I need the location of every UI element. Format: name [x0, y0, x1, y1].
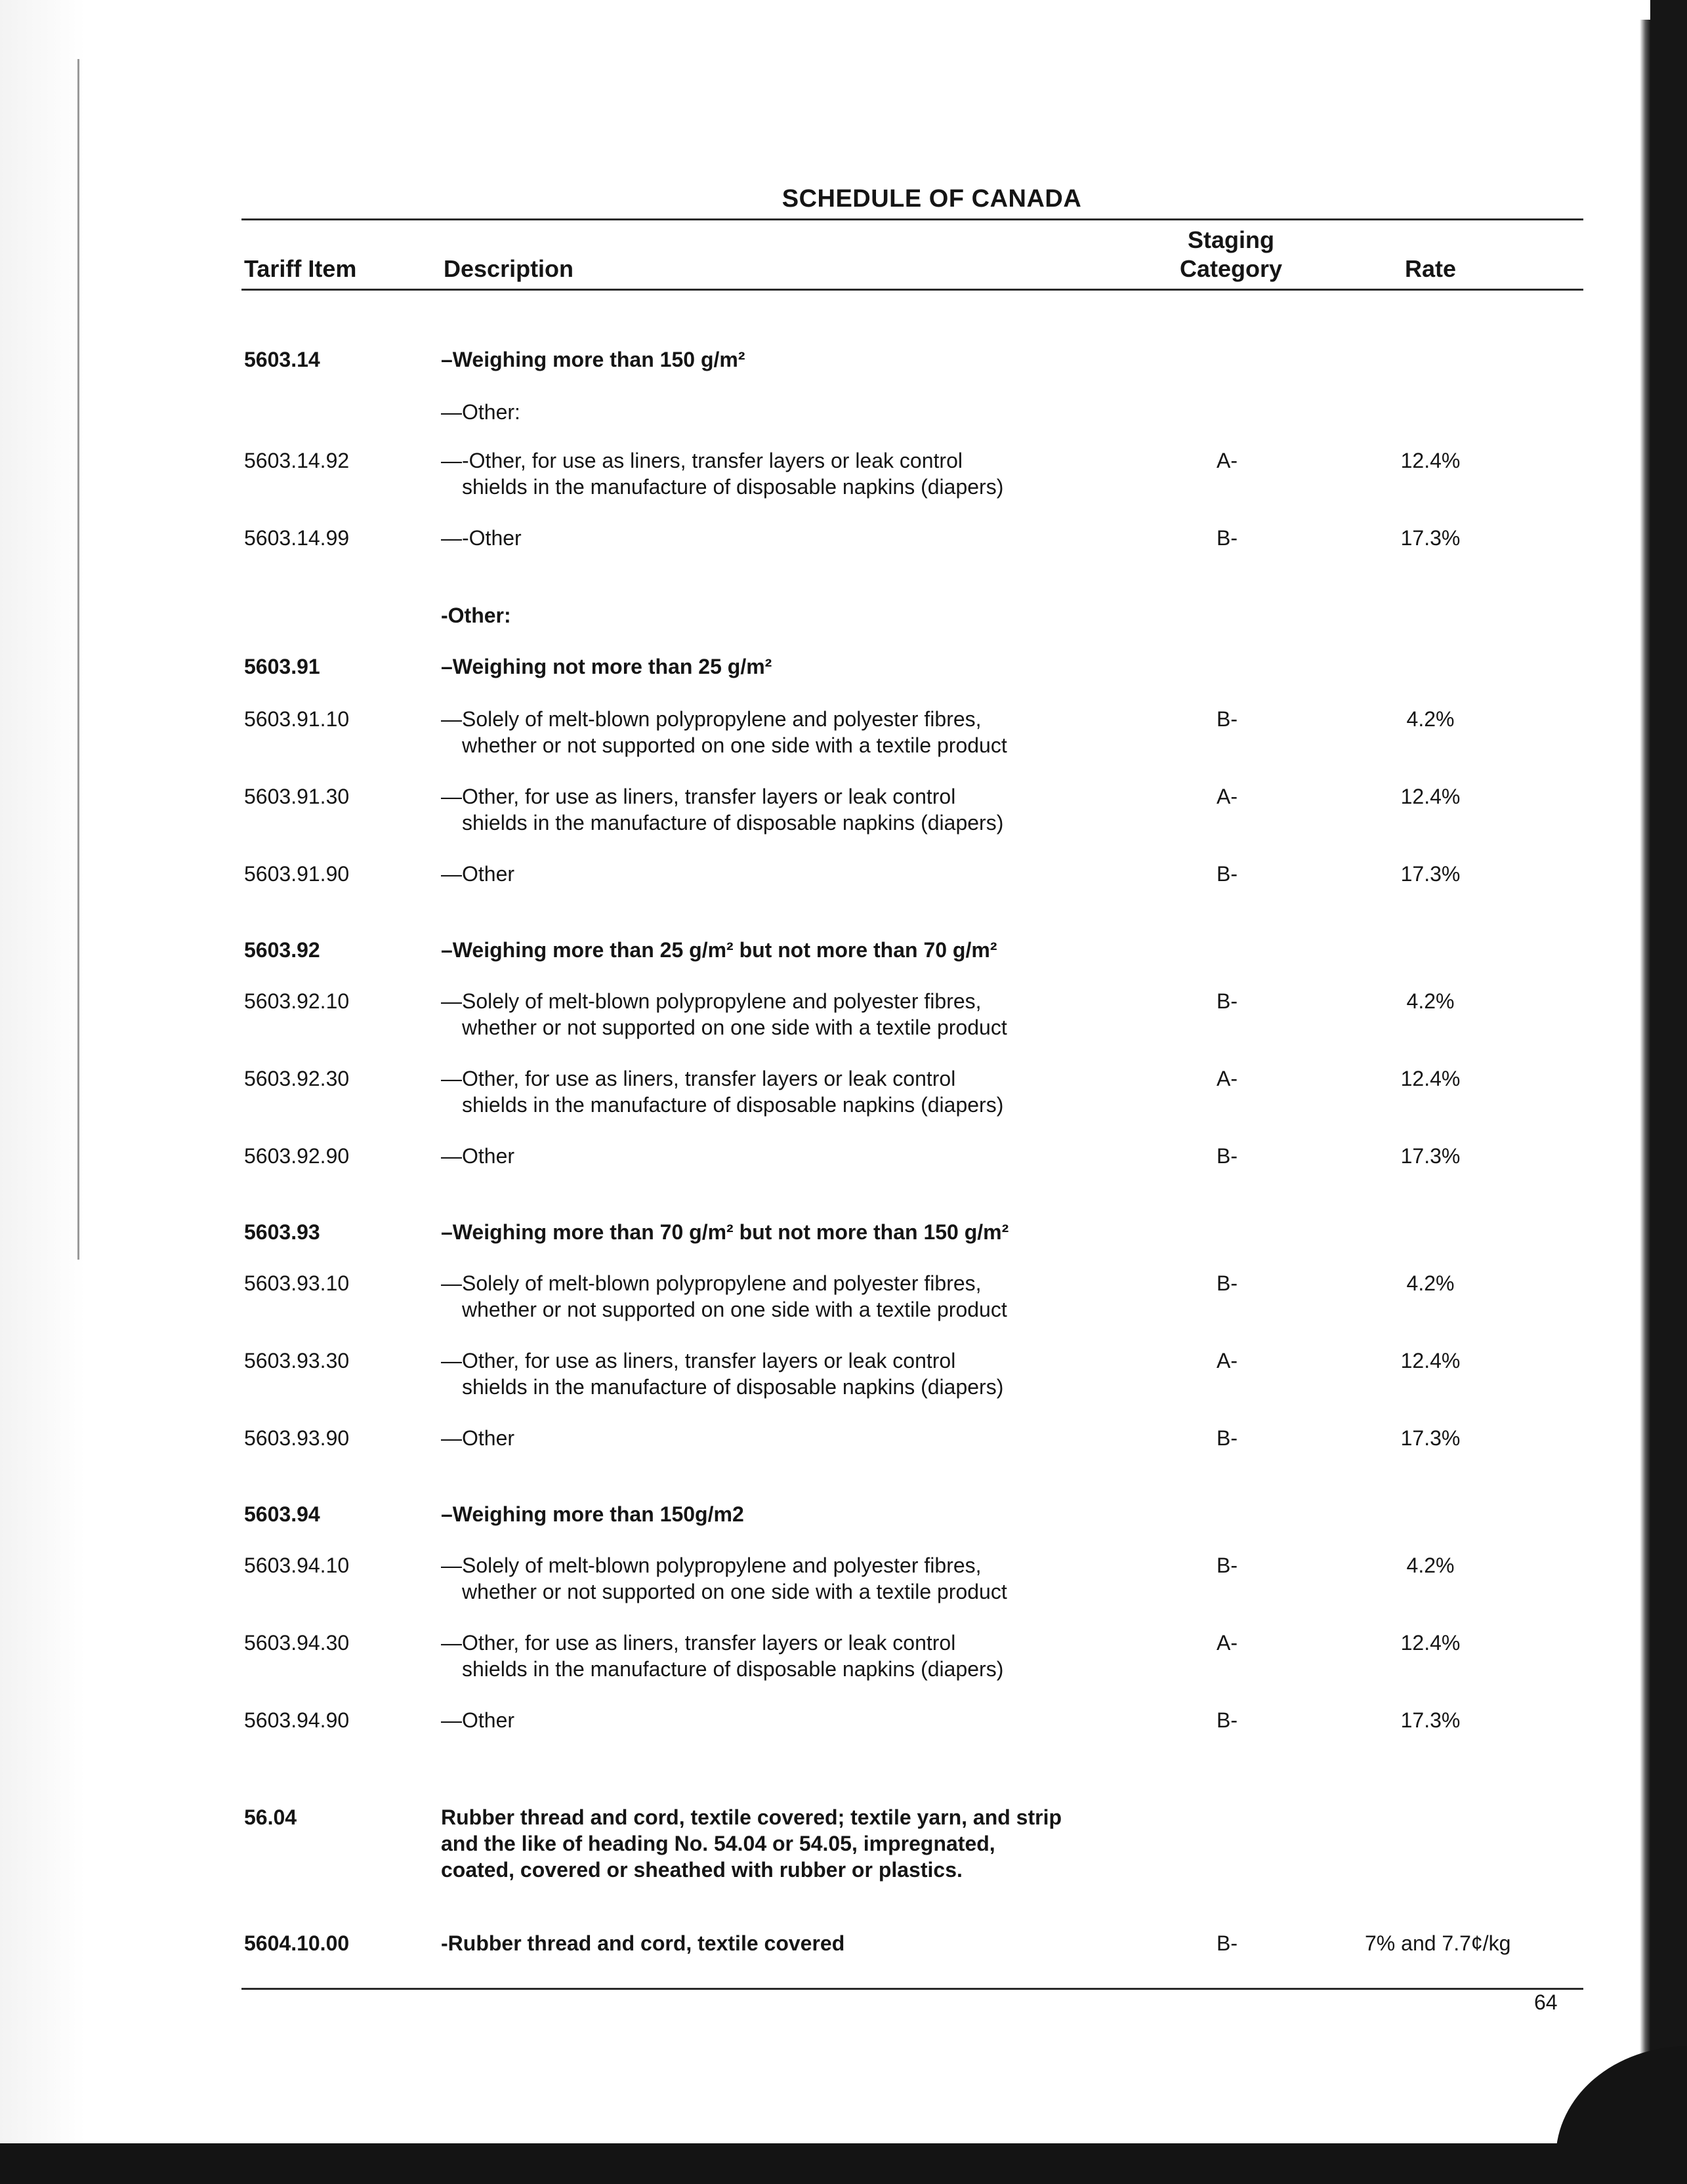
description-line: shields in the manufacture of disposable napkins (diapers): [462, 1375, 1004, 1399]
description-cell: [441, 861, 514, 887]
description-line: —Other: [441, 1708, 515, 1732]
rate-cell: 4.2%: [1406, 989, 1455, 1013]
rate-cell: 4.2%: [1406, 1554, 1455, 1577]
staging-category-cell: A-: [1217, 1067, 1238, 1090]
rate-cell: 4.2%: [1406, 707, 1455, 731]
description-line: shields in the manufacture of disposable napkins (diapers): [462, 811, 1004, 834]
description-line: —-Other, for use as liners, transfer layers or leak control: [441, 449, 963, 472]
description-cell: [441, 1630, 1003, 1682]
description-line: –Weighing not more than 25 g/m²: [441, 655, 772, 678]
rate-cell: 12.4%: [1400, 1631, 1461, 1655]
description-line: whether or not supported on one side with a textile product: [462, 1580, 1007, 1603]
description-line: shields in the manufacture of disposable napkins (diapers): [462, 1657, 1004, 1681]
description-line: –Weighing more than 150g/m2: [441, 1502, 744, 1526]
description-line: —Solely of melt-blown polypropylene and polyester fibres,: [441, 989, 982, 1013]
description-line: coated, covered or sheathed with rubber or plastics.: [441, 1858, 963, 1882]
tariff-item-code: 5603.93: [244, 1220, 320, 1244]
staging-header-line2: Category: [1179, 255, 1283, 282]
tariff-item-code: 56.04: [244, 1805, 297, 1829]
tariff-item-code: 5603.93.90: [244, 1426, 350, 1450]
rate-cell: 12.4%: [1400, 449, 1461, 472]
rate-cell: 17.3%: [1400, 526, 1461, 550]
tariff-item-code: 5603.91: [244, 655, 320, 678]
rate-cell: 12.4%: [1400, 1349, 1461, 1372]
description-line: —Other, for use as liners, transfer layers or leak control: [441, 1349, 956, 1372]
description-line: —-Other: [441, 526, 522, 550]
description-line: –Weighing more than 70 g/m² but not more than 150 g/m²: [441, 1220, 1009, 1244]
description-cell: [441, 1348, 1003, 1400]
tariff-item-code: 5603.92.30: [244, 1067, 350, 1090]
column-header-tariff-item: Tariff Item: [244, 255, 357, 282]
page-title: SCHEDULE OF CANADA: [781, 185, 1082, 213]
tariff-item-code: 5603.92.10: [244, 989, 350, 1013]
staging-category-cell: B-: [1217, 989, 1238, 1013]
description-line: –Weighing more than 25 g/m² but not more than 70 g/m²: [441, 938, 997, 962]
tariff-item-code: 5603.93.10: [244, 1271, 350, 1295]
description-line: whether or not supported on one side with a textile product: [462, 733, 1007, 757]
description-cell: [441, 602, 511, 628]
description-cell: [441, 1707, 514, 1733]
description-line: —Other, for use as liners, transfer layers or leak control: [441, 1631, 956, 1655]
rate-cell: 12.4%: [1400, 785, 1461, 808]
staging-category-cell: A-: [1217, 785, 1238, 808]
description-cell: [441, 346, 745, 373]
staging-category-cell: B-: [1217, 862, 1238, 886]
description-line: —Solely of melt-blown polypropylene and polyester fibres,: [441, 1554, 982, 1577]
description-cell: [441, 1219, 1009, 1245]
tariff-item-code: 5603.92.90: [244, 1144, 350, 1168]
description-line: and the like of heading No. 54.04 or 54.05, impregnated,: [441, 1832, 995, 1855]
staging-category-cell: A-: [1217, 449, 1238, 472]
description-line: shields in the manufacture of disposable napkins (diapers): [462, 475, 1004, 499]
column-header-rate: Rate: [1404, 255, 1457, 282]
tariff-item-code: 5603.94.30: [244, 1631, 350, 1655]
staging-header-line1: Staging: [1188, 226, 1274, 253]
tariff-item-code: 5603.94: [244, 1502, 320, 1526]
staging-category-cell: A-: [1217, 1349, 1238, 1372]
tariff-item-code: 5603.14.99: [244, 526, 350, 550]
staging-category-cell: A-: [1217, 1631, 1238, 1655]
column-header-description: Description: [444, 255, 574, 282]
staging-category-cell: B-: [1217, 1271, 1238, 1295]
description-line: —Solely of melt-blown polypropylene and polyester fibres,: [441, 1271, 982, 1295]
rate-cell: 4.2%: [1406, 1271, 1455, 1295]
description-line: –Weighing more than 150 g/m²: [441, 348, 745, 371]
rate-cell: 17.3%: [1400, 1426, 1461, 1450]
description-line: —Other: [441, 1144, 515, 1168]
description-cell: [441, 1804, 1062, 1883]
staging-category-cell: B-: [1217, 1426, 1238, 1450]
description-cell: [441, 1552, 1007, 1605]
tariff-item-code: 5603.92: [244, 938, 320, 962]
description-line: whether or not supported on one side with a textile product: [462, 1016, 1007, 1039]
tariff-item-code: 5603.94.10: [244, 1554, 350, 1577]
staging-category-cell: B-: [1217, 1144, 1238, 1168]
description-line: —Other:: [441, 400, 520, 424]
page-number: 64: [1534, 1990, 1558, 2014]
description-line: —Other: [441, 1426, 515, 1450]
description-line: -Other:: [441, 604, 511, 627]
description-line: whether or not supported on one side with a textile product: [462, 1298, 1007, 1321]
description-cell: [441, 1501, 744, 1527]
description-cell: [441, 1425, 514, 1451]
description-cell: [441, 783, 1003, 836]
rate-cell: 17.3%: [1400, 1144, 1461, 1168]
description-cell: [441, 1930, 844, 1956]
staging-category-cell: B-: [1217, 707, 1238, 731]
description-line: —Solely of melt-blown polypropylene and polyester fibres,: [441, 707, 982, 731]
tariff-item-code: 5603.93.30: [244, 1349, 350, 1372]
description-cell: [441, 447, 1003, 500]
staging-category-cell: B-: [1217, 526, 1238, 550]
tariff-item-code: 5603.91.30: [244, 785, 350, 808]
tariff-item-code: 5603.91.10: [244, 707, 350, 731]
description-cell: [441, 1270, 1007, 1323]
description-cell: [441, 399, 520, 425]
description-line: —Other: [441, 862, 515, 886]
tariff-item-code: 5603.14.92: [244, 449, 350, 472]
footer-rule: [241, 1988, 1583, 1990]
tariff-item-code: 5604.10.00: [244, 1931, 350, 1955]
tariff-item-code: 5603.94.90: [244, 1708, 350, 1732]
description-line: —Other, for use as liners, transfer layers or leak control: [441, 1067, 956, 1090]
description-line: -Rubber thread and cord, textile covered: [441, 1931, 845, 1955]
description-cell: [441, 706, 1007, 758]
description-cell: [441, 988, 1007, 1040]
staging-category-cell: B-: [1217, 1931, 1238, 1955]
description-line: —Other, for use as liners, transfer layers or leak control: [441, 785, 956, 808]
description-cell: [441, 937, 997, 963]
description-line: Rubber thread and cord, textile covered; textile yarn, and strip: [441, 1805, 1062, 1829]
description-cell: [441, 1065, 1003, 1118]
rate-cell: 7% and 7.7¢/kg: [1365, 1931, 1511, 1955]
rate-cell: 17.3%: [1400, 1708, 1461, 1732]
description-cell: [441, 653, 772, 680]
description-line: shields in the manufacture of disposable napkins (diapers): [462, 1093, 1004, 1117]
rate-cell: 17.3%: [1400, 862, 1461, 886]
description-cell: [441, 1143, 514, 1169]
staging-category-cell: B-: [1217, 1554, 1238, 1577]
description-cell: [441, 525, 522, 551]
rate-cell: 12.4%: [1400, 1067, 1461, 1090]
tariff-item-code: 5603.14: [244, 348, 320, 371]
tariff-item-code: 5603.91.90: [244, 862, 350, 886]
staging-category-cell: B-: [1217, 1708, 1238, 1732]
